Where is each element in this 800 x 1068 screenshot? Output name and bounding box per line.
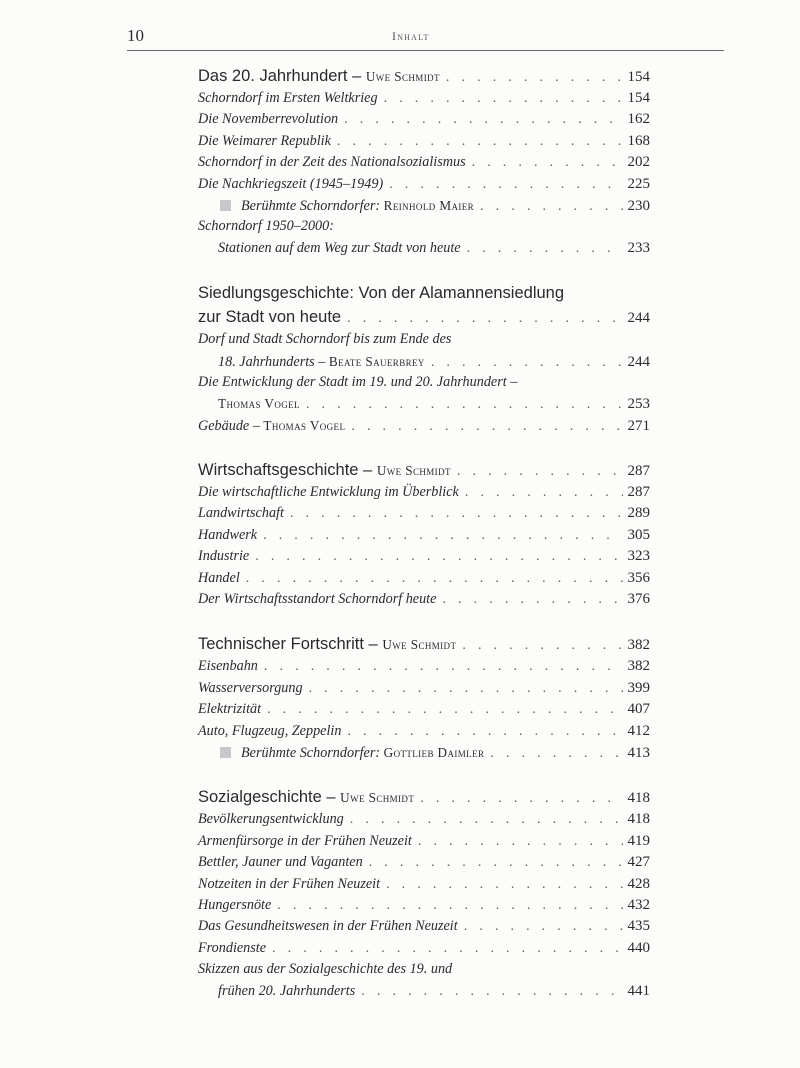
entry-author: Thomas Vogel [263,417,346,433]
toc-entry[interactable] [198,503,650,524]
page-ref: 202 [627,154,650,171]
toc-section-20th-century [198,64,650,259]
table-of-contents [198,64,650,1024]
toc-section-heading-continuation[interactable] [198,305,650,329]
page-ref: 432 [627,896,650,913]
dot-leader [467,238,623,259]
entry-title: frühen 20. Jahrhunderts [218,982,356,999]
heading-title: Sozialgeschichte – [198,788,341,807]
toc-entry[interactable] [198,152,650,173]
page-ref: 428 [627,875,650,892]
page-ref: 435 [627,918,650,935]
entry-title: Armenfürsorge in der Frühen Neuzeit [198,832,412,849]
toc-entry[interactable] [198,525,650,546]
page-ref: 418 [627,790,650,807]
dot-leader [420,787,622,811]
entry-title: Hungersnöte [198,896,272,913]
toc-entry[interactable] [198,721,650,742]
toc-entry[interactable] [198,482,650,503]
page-ref: 287 [627,463,650,480]
entry-author: Reinhold Maier [383,197,475,213]
page-ref: 162 [627,111,650,128]
entry-title: Landwirtschaft [198,505,284,522]
dot-leader [389,174,622,195]
dot-leader [347,307,622,331]
toc-entry[interactable] [198,329,650,350]
toc-entry[interactable] [198,372,650,393]
dot-leader [442,589,622,610]
dot-leader [344,109,622,130]
page-ref: 356 [627,569,650,586]
heading-title: Wirtschaftsgeschichte – [198,461,377,480]
dot-leader [277,895,622,916]
toc-entry[interactable] [198,916,650,937]
toc-section-economic-history [198,458,650,610]
page-ref: 382 [627,658,650,675]
entry-title: Notzeiten in der Frühen Neuzeit [198,875,381,892]
entry-author: Beate Sauerbrey [328,353,425,369]
page-ref: 305 [627,526,650,543]
toc-entry[interactable] [198,699,650,720]
entry-title: Gebäude – [198,417,264,434]
dot-leader [337,131,623,152]
toc-entry[interactable] [198,174,650,195]
page-ref: 441 [627,982,650,999]
page-ref: 244 [627,310,650,327]
dot-leader [431,352,623,373]
entry-title: Berühmte Schorndorfer: [241,744,384,761]
toc-section-heading[interactable] [198,64,650,88]
toc-section-settlement-history [198,281,650,436]
page-ref: 233 [627,239,650,256]
toc-section-heading[interactable] [198,281,650,305]
entry-title: Der Wirtschaftsstandort Schorndorf heute [198,591,437,608]
header-rule [127,50,724,51]
toc-entry[interactable] [198,852,650,873]
entry-title: Skizzen aus der Sozialgeschichte des 19. und [198,961,453,978]
page-ref: 244 [627,353,650,370]
heading-author: Uwe Schmidt [340,790,415,806]
toc-entry-continuation[interactable] [198,393,650,414]
dot-leader [472,152,623,173]
dot-leader [480,196,622,217]
toc-section-heading[interactable] [198,632,650,656]
page-ref: 287 [627,484,650,501]
dot-leader [464,916,623,937]
gray-square-bullet-icon [220,747,231,758]
dot-leader [347,721,622,742]
page-ref: 154 [627,90,650,106]
entry-title: Elektrizität [198,701,262,718]
entry-title: Die Entwicklung der Stadt im 19. und 20. Jahrhundert – [198,373,518,390]
page-ref: 440 [627,939,650,956]
dot-leader [290,503,623,524]
entry-title: Frondienste [198,939,267,956]
dot-leader [351,416,622,437]
dot-leader [384,88,623,109]
toc-entry[interactable] [198,568,650,589]
page-ref: 271 [627,417,650,434]
page-ref: 323 [627,548,650,565]
toc-entry-famous-person[interactable] [198,195,650,216]
page-ref: 376 [627,591,650,608]
heading-title: zur Stadt von heute [198,308,342,327]
toc-section-technical-progress [198,632,650,763]
toc-entry-famous-person[interactable] [198,742,650,763]
entry-author: Gottlieb Daimler [383,744,485,760]
toc-entry[interactable] [198,131,650,152]
heading-title: Das 20. Jahrhundert – [198,67,366,85]
dot-leader [361,981,622,1002]
page-ref: 253 [627,396,650,413]
toc-section-heading[interactable] [198,785,650,809]
entry-title: Industrie [198,548,250,565]
toc-entry[interactable] [198,831,650,852]
toc-entry-continuation[interactable] [198,238,650,259]
entry-title: Die Nachkriegszeit (1945–1949) [198,175,384,192]
toc-entry[interactable] [198,589,650,610]
entry-title: Das Gesundheitswesen in der Frühen Neuzeit [198,918,458,935]
heading-title: Technischer Fortschritt – [198,635,383,654]
dot-leader [418,831,623,852]
page-ref: 230 [627,197,650,214]
page-ref: 289 [627,505,650,522]
page-ref: 407 [627,701,650,718]
dot-leader [246,568,623,589]
entry-title: Auto, Flugzeug, Zeppelin [198,722,342,739]
page-ref: 399 [627,679,650,696]
gray-square-bullet-icon [220,200,231,211]
entry-title: Schorndorf in der Zeit des Nationalsozialismus [198,154,466,171]
entry-title: Berühmte Schorndorfer: [241,197,384,214]
entry-title: Schorndorf im Ersten Weltkrieg [198,90,378,106]
page-ref: 382 [627,637,650,654]
page-ref: 413 [627,744,650,761]
toc-section-social-history [198,785,650,1002]
toc-entry[interactable] [198,109,650,130]
page-ref: 419 [627,832,650,849]
entry-title: Dorf und Stadt Schorndorf bis zum Ende des [198,331,452,348]
entry-title: Die Novemberrevolution [198,111,339,128]
dot-leader [462,634,622,658]
dot-leader [272,938,622,959]
page-number: 10 [127,26,144,45]
entry-title: Schorndorf 1950–2000: [198,218,334,235]
dot-leader [306,394,623,415]
toc-entry[interactable] [198,809,650,830]
heading-author: Uwe Schmidt [365,69,440,84]
entry-title: Bettler, Jauner und Vaganten [198,854,363,871]
entry-title: Handel [198,569,240,586]
page-ref: 412 [627,722,650,739]
entry-title: Die Weimarer Republik [198,132,331,149]
entry-title: Stationen auf dem Weg zur Stadt von heute [218,239,461,256]
dot-leader [490,743,622,764]
page-ref: 168 [627,132,650,149]
page-ref: 154 [627,69,650,85]
entry-author: Thomas Vogel [218,396,300,412]
dot-leader [457,460,623,484]
page-ref: 427 [627,854,650,871]
page-ref: 225 [627,175,650,192]
toc-entry[interactable] [198,88,650,109]
toc-entry-continuation[interactable] [198,981,650,1002]
dot-leader [264,656,623,677]
dot-leader [255,546,622,567]
heading-title: Siedlungsgeschichte: Von der Alamannensiedlung [198,284,565,303]
toc-entry[interactable] [198,678,650,699]
toc-section-heading[interactable] [198,458,650,482]
dot-leader [309,678,623,699]
toc-entry[interactable] [198,546,650,567]
entry-title: Wasserversorgung [198,679,303,696]
toc-entry[interactable] [198,415,650,436]
dot-leader [369,852,623,873]
dot-leader [446,66,623,90]
dot-leader [267,699,622,720]
toc-entry[interactable] [198,959,650,980]
page-ref: 418 [627,811,650,828]
heading-author: Uwe Schmidt [376,463,451,479]
entry-title: Eisenbahn [198,658,258,675]
toc-entry[interactable] [198,874,650,895]
toc-entry[interactable] [198,938,650,959]
dot-leader [465,482,623,503]
entry-title: Die wirtschaftliche Entwicklung im Überblick [198,484,459,501]
entry-title: Handwerk [198,526,258,543]
toc-entry[interactable] [198,895,650,916]
heading-author: Uwe Schmidt [382,637,457,653]
toc-entry-continuation[interactable] [198,351,650,372]
running-head: Inhalt [392,29,430,43]
toc-entry[interactable] [198,216,650,237]
entry-title: Bevölkerungsentwicklung [198,811,344,828]
entry-title: 18. Jahrhunderts – [218,353,329,370]
dot-leader [350,809,623,830]
dot-leader [263,525,622,546]
dot-leader [386,874,622,895]
toc-entry[interactable] [198,656,650,677]
